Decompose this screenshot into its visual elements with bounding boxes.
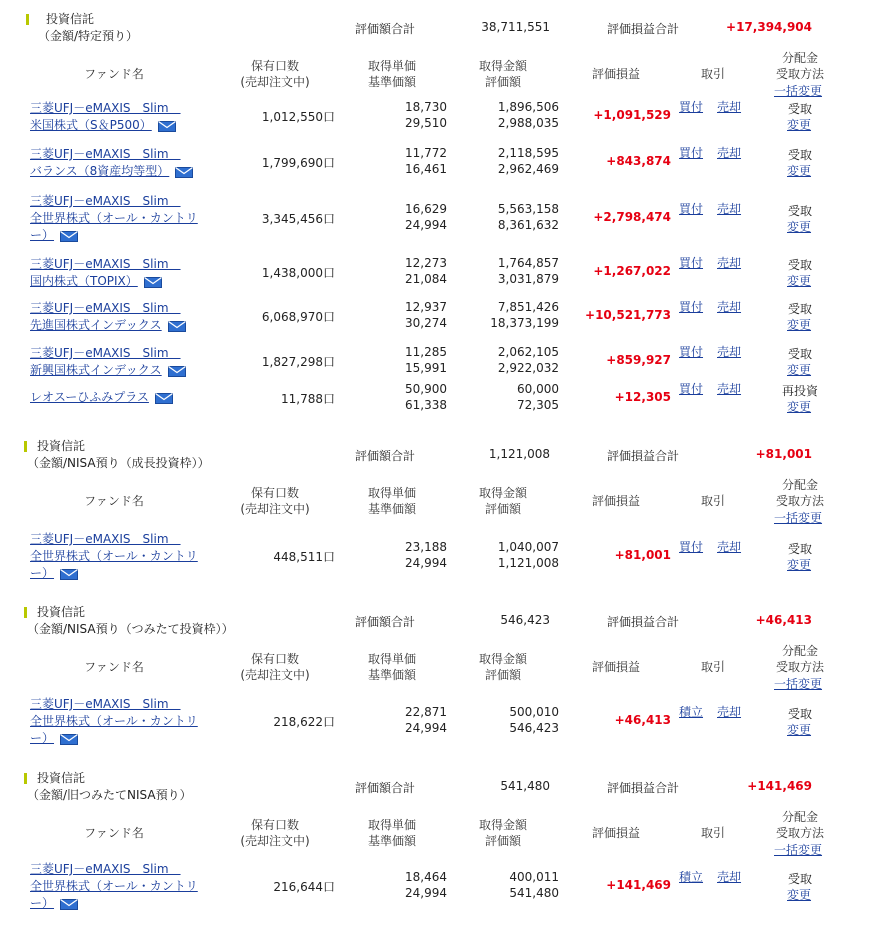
section-subtitle: （金額/NISA預り（つみたて投資枠）） — [27, 622, 234, 636]
total-value-label: 評価額合計 — [355, 22, 416, 36]
col-qty: 保有口数 — [250, 59, 299, 73]
fund-name-line: 全世界株式（オール・カントリ — [30, 549, 198, 563]
unrealized-pl: +12,305 — [614, 390, 671, 404]
total-pl-label: 評価損益合計 — [607, 781, 680, 795]
col-nav: 基準価額 — [367, 75, 416, 89]
col-unit-cost: 取得単価 — [367, 652, 416, 666]
mail-icon[interactable] — [60, 230, 78, 241]
col-trade: 取引 — [700, 826, 725, 840]
nav-price: 15,991 — [405, 361, 447, 375]
col-fund-name: ファンド名 — [84, 67, 144, 81]
col-cost-amount: 取得金額 — [478, 59, 527, 73]
sell-link[interactable]: 売却 — [717, 202, 742, 216]
sell-link[interactable]: 売却 — [717, 705, 742, 719]
fund-name-line: 三菱UFJ－eMAXIS Slim — [30, 862, 181, 876]
unit-cost: 12,937 — [405, 300, 447, 314]
buy-link[interactable]: 買付 — [679, 382, 704, 396]
unrealized-pl: +1,091,529 — [593, 108, 671, 122]
cost-amount: 2,118,595 — [497, 146, 559, 160]
dist-method: 受取 — [787, 872, 812, 886]
dist-change-link[interactable]: 変更 — [787, 220, 812, 234]
market-value: 2,988,035 — [497, 116, 559, 130]
col-qty-sub: (売却注文中) — [240, 668, 310, 682]
section-subtitle: （金額/旧つみたてNISA預り） — [27, 788, 192, 802]
bulk-change-link[interactable]: 一括変更 — [774, 677, 823, 691]
col-value: 評価額 — [484, 668, 521, 682]
holding-quantity: 1,438,000口 — [261, 266, 335, 280]
mail-icon[interactable] — [60, 568, 78, 579]
holding-quantity: 6,068,970口 — [261, 310, 335, 324]
fund-name-line: 三菱UFJ－eMAXIS Slim — [30, 346, 181, 360]
holding-quantity: 1,012,550口 — [261, 110, 335, 124]
dist-method: 受取 — [787, 148, 812, 162]
mail-icon[interactable] — [175, 166, 193, 177]
col-fund-name: ファンド名 — [84, 826, 144, 840]
cost-amount: 1,896,506 — [497, 100, 559, 114]
dist-change-link[interactable]: 変更 — [787, 363, 812, 377]
total-pl: +46,413 — [755, 613, 812, 627]
col-unit-cost: 取得単価 — [367, 59, 416, 73]
fund-name-line: レオスーひふみプラス — [30, 390, 149, 404]
market-value: 3,031,879 — [497, 272, 559, 286]
section-title: 投資信託 — [46, 12, 95, 26]
dist-method: 受取 — [787, 102, 812, 116]
section-title: 投資信託 — [37, 605, 86, 619]
total-value: 546,423 — [500, 613, 550, 627]
col-qty: 保有口数 — [250, 652, 299, 666]
dist-change-link[interactable]: 変更 — [787, 400, 812, 414]
dist-method: 受取 — [787, 258, 812, 272]
mail-icon[interactable] — [168, 365, 186, 376]
buy-link[interactable]: 買付 — [679, 540, 704, 554]
fund-name-line: 三菱UFJ－eMAXIS Slim — [30, 532, 181, 546]
buy-link[interactable]: 買付 — [679, 202, 704, 216]
fund-name-line: 三菱UFJ－eMAXIS Slim — [30, 101, 181, 115]
dist-method: 受取 — [787, 302, 812, 316]
col-dist-method: 受取方法 — [775, 67, 824, 81]
col-dist-method: 受取方法 — [775, 494, 824, 508]
total-value: 1,121,008 — [488, 447, 550, 461]
sell-link[interactable]: 売却 — [717, 100, 742, 114]
col-qty: 保有口数 — [250, 486, 299, 500]
dist-method: 再投資 — [781, 384, 818, 398]
col-fund-name: ファンド名 — [84, 660, 144, 674]
cost-amount: 60,000 — [517, 382, 559, 396]
unit-cost: 23,188 — [405, 540, 447, 554]
unrealized-pl: +10,521,773 — [585, 308, 671, 322]
buy-link[interactable]: 買付 — [679, 100, 704, 114]
fund-name-link[interactable] — [30, 256, 181, 290]
col-qty-sub: (売却注文中) — [240, 502, 310, 516]
holding-quantity: 11,788口 — [281, 392, 335, 406]
nav-price: 24,994 — [405, 886, 447, 900]
fund-name-link[interactable] — [30, 345, 186, 379]
nav-price: 61,338 — [405, 398, 447, 412]
dist-change-link[interactable]: 変更 — [787, 558, 812, 572]
dist-change-link[interactable]: 変更 — [787, 888, 812, 902]
holding-quantity: 3,345,456口 — [261, 212, 335, 226]
sell-link[interactable]: 売却 — [717, 540, 742, 554]
fund-name-link[interactable] — [30, 861, 198, 912]
col-unit-cost: 取得単価 — [367, 486, 416, 500]
unit-cost: 16,629 — [405, 202, 447, 216]
mail-icon[interactable] — [168, 320, 186, 331]
market-value: 72,305 — [517, 398, 559, 412]
fund-name-line: 全世界株式（オール・カントリ — [30, 714, 198, 728]
fund-name-line: 三菱UFJ－eMAXIS Slim — [30, 301, 181, 315]
holding-quantity: 448,511口 — [273, 550, 335, 564]
total-value: 541,480 — [500, 779, 550, 793]
unit-cost: 11,285 — [405, 345, 447, 359]
fund-name-link[interactable] — [30, 146, 193, 180]
market-value: 546,423 — [509, 721, 559, 735]
sell-link[interactable]: 売却 — [717, 345, 742, 359]
unrealized-pl: +859,927 — [606, 353, 671, 367]
nav-price: 16,461 — [405, 162, 447, 176]
unrealized-pl: +141,469 — [606, 878, 671, 892]
cost-amount: 7,851,426 — [497, 300, 559, 314]
fund-name-line: 三菱UFJ－eMAXIS Slim — [30, 194, 181, 208]
fund-name-line: 全世界株式（オール・カントリ — [30, 879, 198, 893]
fund-name-line: 先進国株式インデックス — [30, 318, 162, 332]
total-value: 38,711,551 — [481, 20, 550, 34]
section-title: 投資信託 — [37, 771, 86, 785]
fund-name-line: 米国株式（S＆P500） — [30, 118, 152, 132]
fund-name-link[interactable] — [30, 300, 186, 334]
col-dist: 分配金 — [781, 478, 818, 492]
cost-amount: 1,040,007 — [497, 540, 559, 554]
unit-cost: 11,772 — [405, 146, 447, 160]
col-dist: 分配金 — [781, 644, 818, 658]
unit-cost: 22,871 — [405, 705, 447, 719]
buy-link[interactable]: 買付 — [679, 300, 704, 314]
unrealized-pl: +2,798,474 — [593, 210, 671, 224]
dist-change-link[interactable]: 変更 — [787, 118, 812, 132]
cost-amount: 400,011 — [509, 870, 559, 884]
dist-method: 受取 — [787, 347, 812, 361]
col-value: 評価額 — [484, 75, 521, 89]
unit-cost: 18,730 — [405, 100, 447, 114]
dist-method: 受取 — [787, 542, 812, 556]
buy-link[interactable]: 買付 — [679, 256, 704, 270]
fund-name-line: 三菱UFJ－eMAXIS Slim — [30, 257, 181, 271]
market-value: 541,480 — [509, 886, 559, 900]
total-pl: +17,394,904 — [726, 20, 812, 34]
total-pl-label: 評価損益合計 — [607, 449, 680, 463]
bulk-change-link[interactable]: 一括変更 — [774, 511, 823, 525]
fund-name-link[interactable] — [30, 193, 198, 244]
unrealized-pl: +81,001 — [614, 548, 671, 562]
sell-link[interactable]: 売却 — [717, 300, 742, 314]
mail-icon[interactable] — [60, 733, 78, 744]
col-dist: 分配金 — [781, 51, 818, 65]
unrealized-pl: +1,267,022 — [593, 264, 671, 278]
total-pl: +141,469 — [747, 779, 812, 793]
market-value: 18,373,199 — [490, 316, 559, 330]
dist-change-link[interactable]: 変更 — [787, 723, 812, 737]
unrealized-pl: +843,874 — [606, 154, 671, 168]
nav-price: 24,994 — [405, 721, 447, 735]
col-dist-method: 受取方法 — [775, 660, 824, 674]
buy-link[interactable]: 積立 — [679, 870, 704, 884]
buy-link[interactable]: 買付 — [679, 146, 704, 160]
section-marker — [26, 14, 29, 25]
nav-price: 21,084 — [405, 272, 447, 286]
market-value: 2,922,032 — [497, 361, 559, 375]
market-value: 1,121,008 — [497, 556, 559, 570]
sell-link[interactable]: 売却 — [717, 146, 742, 160]
total-pl-label: 評価損益合計 — [607, 22, 680, 36]
holding-quantity: 1,827,298口 — [261, 355, 335, 369]
total-pl: +81,001 — [755, 447, 812, 461]
dist-change-link[interactable]: 変更 — [787, 274, 812, 288]
fund-name-link[interactable] — [30, 696, 198, 747]
mail-icon[interactable] — [60, 898, 78, 909]
dist-method: 受取 — [787, 707, 812, 721]
unit-cost: 12,273 — [405, 256, 447, 270]
mail-icon[interactable] — [158, 120, 176, 131]
section-title: 投資信託 — [37, 439, 86, 453]
market-value: 8,361,632 — [497, 218, 559, 232]
total-value-label: 評価額合計 — [355, 449, 416, 463]
fund-name-line: 三菱UFJ－eMAXIS Slim — [30, 697, 181, 711]
total-pl-label: 評価損益合計 — [607, 615, 680, 629]
col-value: 評価額 — [484, 502, 521, 516]
cost-amount: 5,563,158 — [497, 202, 559, 216]
cost-amount: 2,062,105 — [497, 345, 559, 359]
nav-price: 24,994 — [405, 218, 447, 232]
cost-amount: 500,010 — [509, 705, 559, 719]
fund-name-line: ー） — [30, 896, 55, 910]
col-value: 評価額 — [484, 834, 521, 848]
col-cost-amount: 取得金額 — [478, 818, 527, 832]
fund-name-line: 新興国株式インデックス — [30, 363, 162, 377]
col-cost-amount: 取得金額 — [478, 652, 527, 666]
fund-name-line: バランス（8資産均等型） — [30, 164, 170, 178]
col-pl: 評価損益 — [591, 67, 640, 81]
nav-price: 30,274 — [405, 316, 447, 330]
total-value-label: 評価額合計 — [355, 781, 416, 795]
holding-quantity: 216,644口 — [273, 880, 335, 894]
unit-cost: 18,464 — [405, 870, 447, 884]
fund-name-line: 国内株式（TOPIX） — [30, 274, 138, 288]
cost-amount: 1,764,857 — [497, 256, 559, 270]
col-qty-sub: (売却注文中) — [240, 834, 310, 848]
unrealized-pl: +46,413 — [614, 713, 671, 727]
col-dist-method: 受取方法 — [775, 826, 824, 840]
section-marker — [24, 607, 27, 618]
col-qty-sub: (売却注文中) — [240, 75, 310, 89]
total-value-label: 評価額合計 — [355, 615, 416, 629]
section-subtitle: （金額/NISA預り（成長投資枠）） — [27, 456, 210, 470]
col-unit-cost: 取得単価 — [367, 818, 416, 832]
col-trade: 取引 — [700, 67, 725, 81]
market-value: 2,962,469 — [497, 162, 559, 176]
mail-icon[interactable] — [155, 392, 173, 403]
fund-name-line: ー） — [30, 228, 55, 242]
dist-change-link[interactable]: 変更 — [787, 318, 812, 332]
col-nav: 基準価額 — [367, 668, 416, 682]
dist-method: 受取 — [787, 204, 812, 218]
col-cost-amount: 取得金額 — [478, 486, 527, 500]
sell-link[interactable]: 売却 — [717, 382, 742, 396]
buy-link[interactable]: 積立 — [679, 705, 704, 719]
holding-quantity: 218,622口 — [273, 715, 335, 729]
col-pl: 評価損益 — [591, 494, 640, 508]
nav-price: 29,510 — [405, 116, 447, 130]
col-nav: 基準価額 — [367, 502, 416, 516]
section-marker — [24, 441, 27, 452]
holding-quantity: 1,799,690口 — [261, 156, 335, 170]
col-trade: 取引 — [700, 660, 725, 674]
bulk-change-link[interactable]: 一括変更 — [774, 843, 823, 857]
mail-icon[interactable] — [144, 276, 162, 287]
section-marker — [24, 773, 27, 784]
fund-name-line: ー） — [30, 731, 55, 745]
fund-name-line: 三菱UFJ－eMAXIS Slim — [30, 147, 181, 161]
col-fund-name: ファンド名 — [84, 494, 144, 508]
section-subtitle: （金額/特定預り） — [38, 29, 139, 43]
fund-name-link[interactable] — [30, 531, 198, 582]
fund-name-link[interactable] — [30, 100, 181, 134]
col-dist: 分配金 — [781, 810, 818, 824]
sell-link[interactable]: 売却 — [717, 256, 742, 270]
fund-name-link[interactable] — [30, 389, 173, 406]
dist-change-link[interactable]: 変更 — [787, 164, 812, 178]
col-trade: 取引 — [700, 494, 725, 508]
fund-name-line: 全世界株式（オール・カントリ — [30, 211, 198, 225]
col-qty: 保有口数 — [250, 818, 299, 832]
fund-name-line: ー） — [30, 566, 55, 580]
buy-link[interactable]: 買付 — [679, 345, 704, 359]
nav-price: 24,994 — [405, 556, 447, 570]
bulk-change-link[interactable]: 一括変更 — [774, 84, 823, 98]
unit-cost: 50,900 — [405, 382, 447, 396]
col-pl: 評価損益 — [591, 826, 640, 840]
sell-link[interactable]: 売却 — [717, 870, 742, 884]
col-nav: 基準価額 — [367, 834, 416, 848]
col-pl: 評価損益 — [591, 660, 640, 674]
